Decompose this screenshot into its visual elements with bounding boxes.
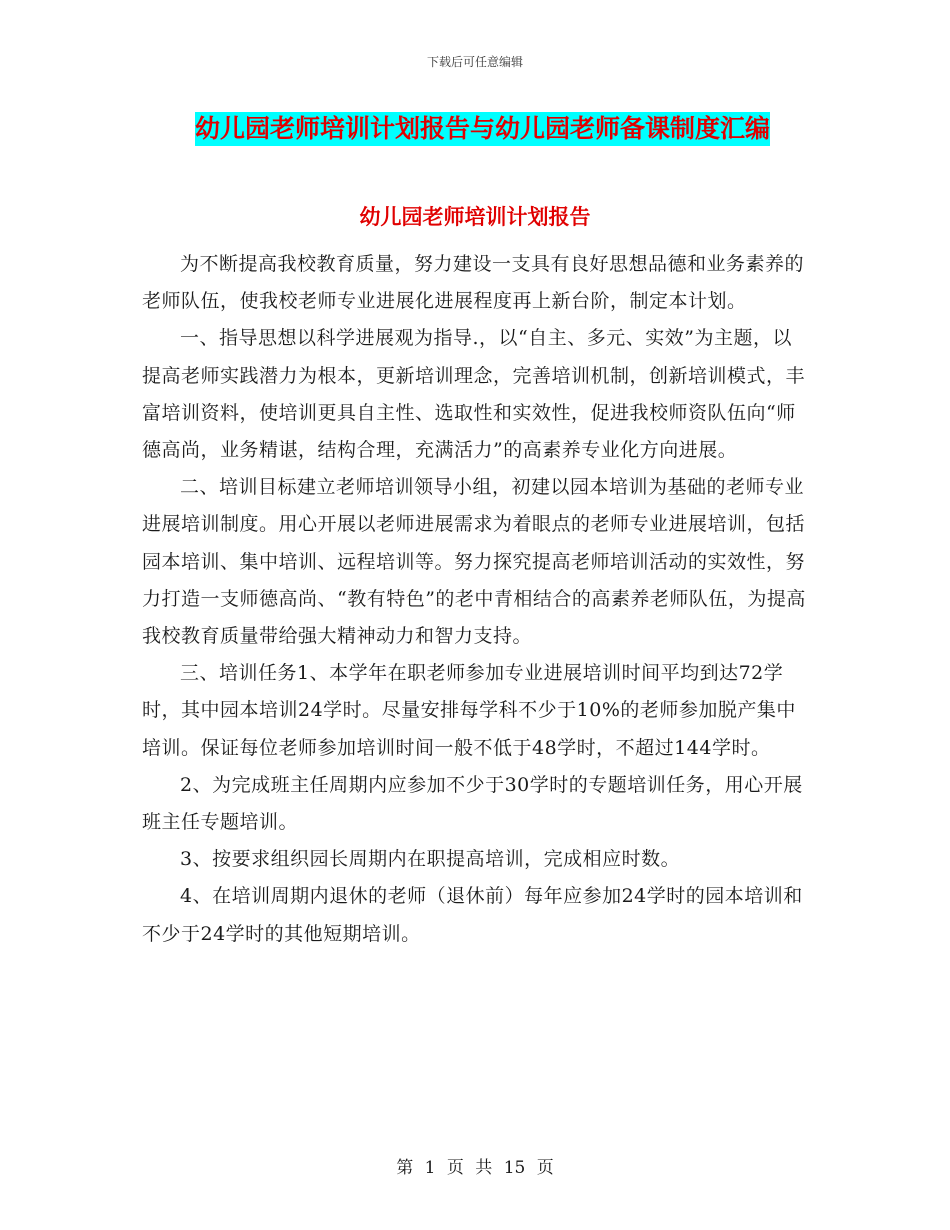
paragraph-intro: 为不断提高我校教育质量，努力建设一支具有良好思想品德和业务素养的老师队伍，使我校老师专业进展化进展程度再上新台阶，制定本计划。 — [142, 253, 805, 313]
header-note: 下载后可任意编辑 — [426, 55, 523, 69]
paragraph-task-2: 2、为完成班主任周期内应参加不少于30学时的专题培训任务，用心开展班主任专题培训。 — [142, 773, 803, 834]
page-footer: 第 1 页 共 15 页 — [396, 1158, 554, 1178]
paragraph-guiding-ideology: 一、指导思想以科学进展观为指导.，以“自主、多元、实效”为主题，以提高老师实践潜力为根本，更新培训理念，完善培训机制，创新培训模式，丰富培训资料，使培训更具自主性、选取性和实效性，促进我校师资队伍向“师德高尚，业务精谌，结构合理，充满活力”的高素养专业化方向进展。 — [142, 327, 806, 462]
paragraph-training-goals: 二、培训目标建立老师培训领导小组，初建以园本培训为基础的老师专业进展培训制度。用心开展以老师进展需求为着眼点的老师专业进展培训，包括园本培训、集中培训、远程培训等。努力探究提高老师培训活动的实效性，努力打造一支师德高尚、“教有特色”的老中青相结合的高素养老师队伍，为提高我校教育质量带给强大精神动力和智力支持。 — [142, 476, 806, 648]
paragraph-training-tasks: 三、培训任务1、本学年在职老师参加专业进展培训时间平均到达72学时，其中园本培训24学时。尽量安排每学科不少于10%的老师参加脱产集中培训。保证每位老师参加培训时间一般不低于48学时，不超过144学时。 — [142, 662, 796, 759]
paragraph-task-3: 3、按要求组织园长周期内在职提高培训，完成相应时数。 — [180, 848, 681, 871]
document-body — [142, 246, 810, 953]
paragraph-task-4: 4、在培训周期内退休的老师（退休前）每年应参加24学时的园本培训和不少于24学时的其他短期培训。 — [142, 885, 803, 945]
document-title: 幼儿园老师培训计划报告与幼儿园老师备课制度汇编 — [195, 112, 770, 146]
section-title: 幼儿园老师培训计划报告 — [359, 205, 591, 229]
document-title-block — [195, 112, 805, 146]
